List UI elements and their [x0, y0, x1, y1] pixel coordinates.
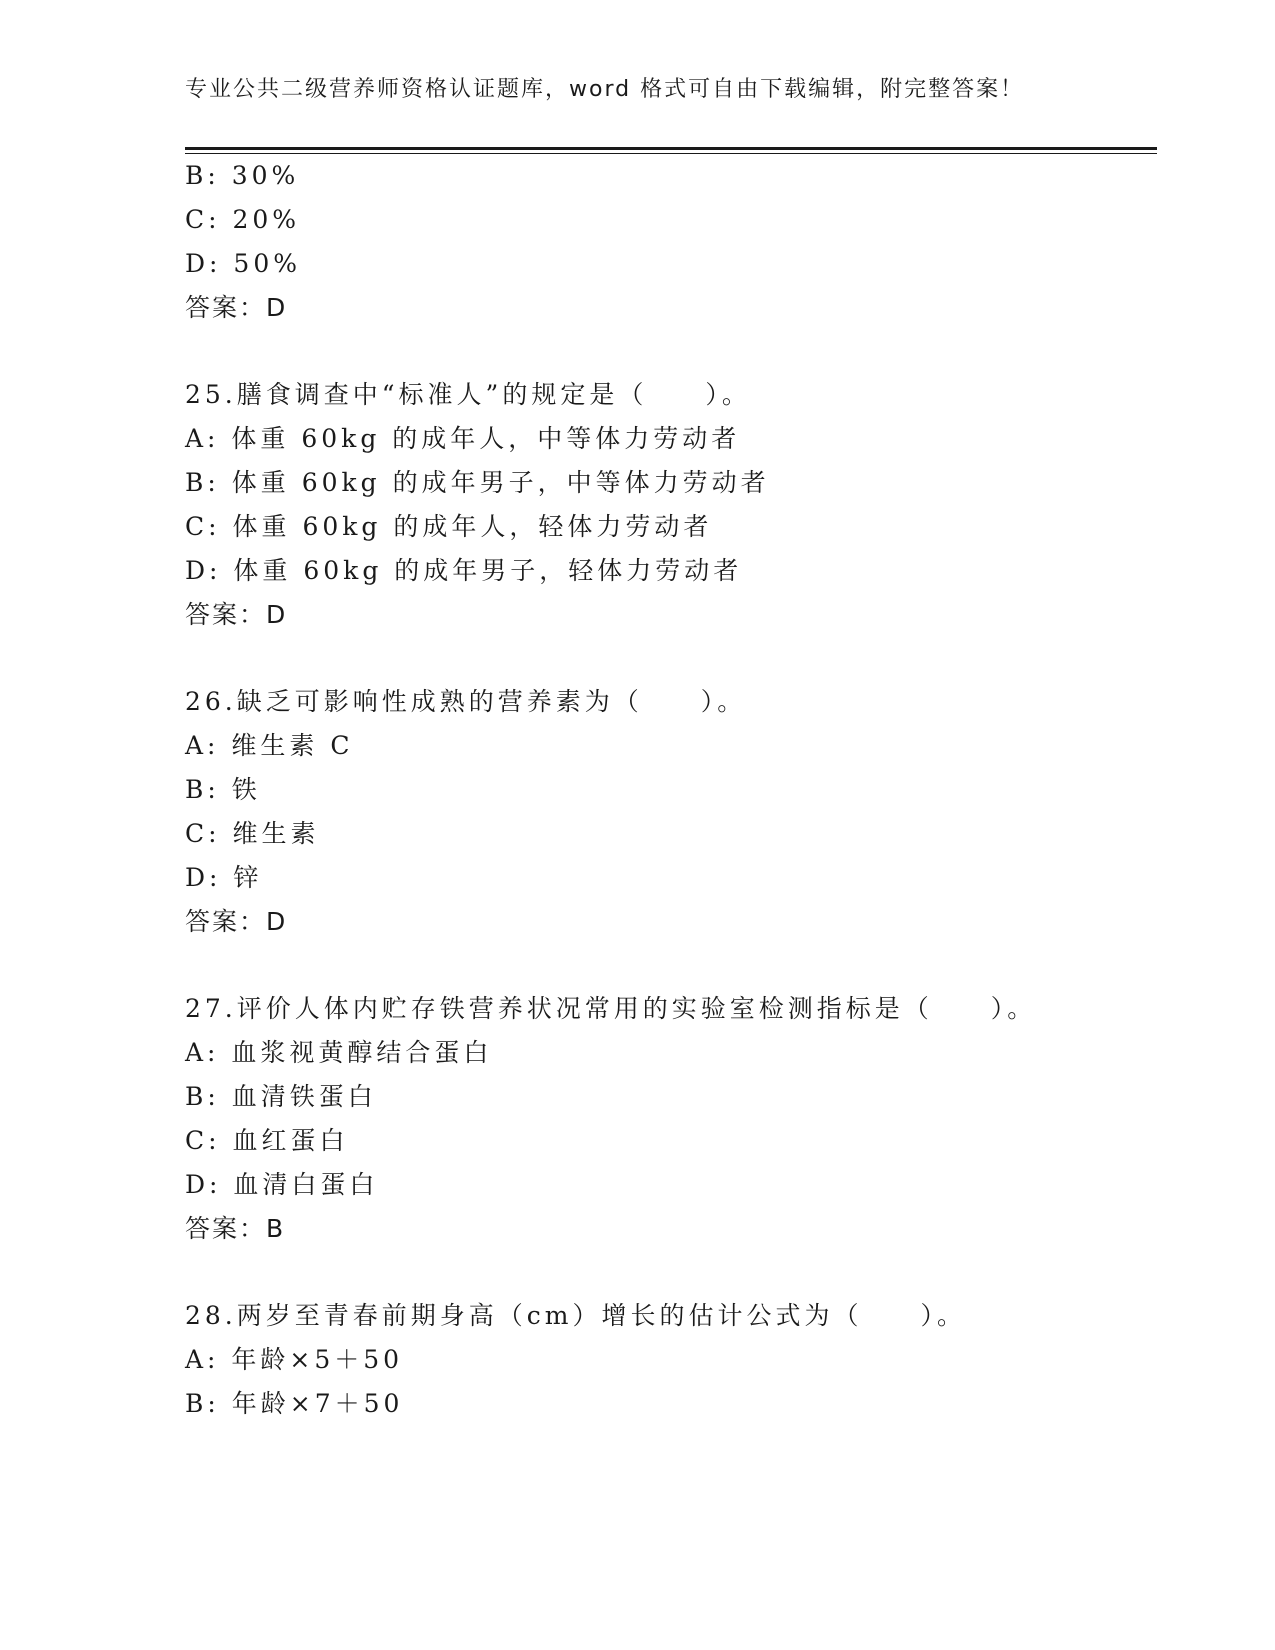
- option-d: D: 锌: [185, 863, 263, 892]
- question-text: 27.评价人体内贮存铁营养状况常用的实验室检测指标是（ ）。: [185, 994, 1037, 1023]
- answer: 答案：D: [185, 600, 288, 629]
- header-rule-thin: [185, 153, 1157, 154]
- option-a: A: 体重 60kg 的成年人，中等体力劳动者: [185, 424, 741, 453]
- question-text: 28.两岁至青春前期身高（cm）增长的估计公式为（ ）。: [185, 1301, 966, 1330]
- option-d: D: 50%: [185, 249, 301, 278]
- option-a: A: 维生素 C: [185, 731, 354, 760]
- answer: 答案：D: [185, 293, 288, 322]
- answer: 答案：B: [185, 1214, 286, 1243]
- option-a: A: 血浆视黄醇结合蛋白: [185, 1038, 493, 1067]
- option-c: C: 体重 60kg 的成年人，轻体力劳动者: [185, 512, 713, 541]
- option-c: C: 20%: [185, 205, 301, 234]
- option-c: C: 血红蛋白: [185, 1126, 349, 1155]
- option-c: C: 维生素: [185, 819, 320, 848]
- option-b: B: 血清铁蛋白: [185, 1082, 377, 1111]
- option-d: D: 体重 60kg 的成年男子，轻体力劳动者: [185, 556, 743, 585]
- option-b: B: 年龄×7＋50: [185, 1389, 404, 1418]
- answer: 答案：D: [185, 907, 288, 936]
- option-b: B: 30%: [185, 161, 300, 190]
- option-b: B: 体重 60kg 的成年男子，中等体力劳动者: [185, 468, 770, 497]
- header-rule-thick: [185, 147, 1157, 150]
- question-text: 25.膳食调查中“标准人”的规定是（ ）。: [185, 380, 751, 409]
- header-title: 专业公共二级营养师资格认证题库，word 格式可自由下载编辑，附完整答案！: [185, 77, 1025, 102]
- question-text: 26.缺乏可影响性成熟的营养素为（ ）。: [185, 687, 747, 716]
- option-d: D: 血清白蛋白: [185, 1170, 379, 1199]
- option-a: A: 年龄×5＋50: [185, 1345, 404, 1374]
- option-b: B: 铁: [185, 775, 261, 804]
